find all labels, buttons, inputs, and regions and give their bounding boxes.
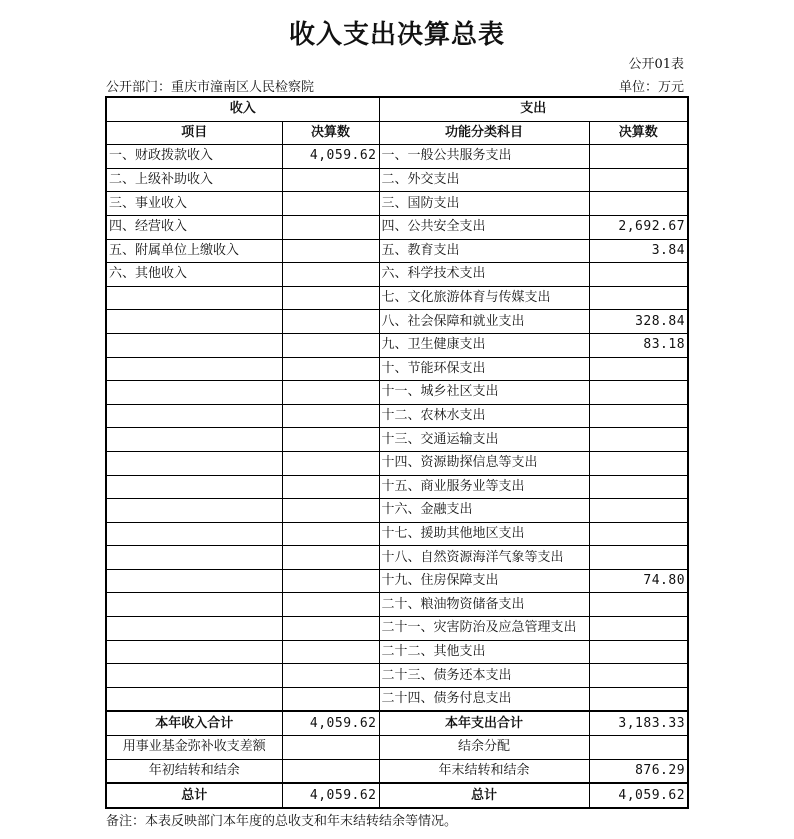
income-value-cell xyxy=(282,215,379,239)
expense-item-cell: 十六、金融支出 xyxy=(379,499,589,523)
table-row xyxy=(106,168,688,192)
table-row xyxy=(106,286,688,310)
income-value-cell xyxy=(282,428,379,452)
summary-income-label: 年初结转和结余 xyxy=(106,759,282,783)
table-row xyxy=(106,546,688,570)
income-value-cell xyxy=(282,569,379,593)
unit-label: 单位：万元 xyxy=(618,80,684,95)
income-item-cell xyxy=(106,593,282,617)
expense-item-cell: 二十四、债务付息支出 xyxy=(379,687,589,711)
expense-value-cell xyxy=(589,404,688,428)
expense-item-cell: 四、公共安全支出 xyxy=(379,215,589,239)
income-item-cell xyxy=(106,687,282,711)
expense-item-cell: 二十、粮油物资储备支出 xyxy=(379,593,589,617)
income-value-cell xyxy=(282,617,379,641)
col-header-expense-item: 功能分类科目 xyxy=(379,121,589,145)
income-item-cell xyxy=(106,522,282,546)
expense-item-cell: 十五、商业服务业等支出 xyxy=(379,475,589,499)
page-title: 收入支出决算总表 xyxy=(288,20,505,50)
expense-value-cell: 74.80 xyxy=(589,569,688,593)
table-row xyxy=(106,145,688,169)
income-value-cell xyxy=(282,192,379,216)
table-row xyxy=(106,428,688,452)
summary-row xyxy=(106,711,688,735)
expense-value-cell: 328.84 xyxy=(589,310,688,334)
table-row xyxy=(106,475,688,499)
summary-income-value: 4,059.62 xyxy=(282,711,379,735)
table-row xyxy=(106,310,688,334)
income-item-cell xyxy=(106,569,282,593)
income-value-cell: 4,059.62 xyxy=(282,145,379,169)
table-row xyxy=(106,593,688,617)
expense-item-cell: 八、社会保障和就业支出 xyxy=(379,310,589,334)
expense-item-cell: 三、国防支出 xyxy=(379,192,589,216)
income-item-cell: 四、经营收入 xyxy=(106,215,282,239)
table-row xyxy=(106,333,688,357)
summary-income-value xyxy=(282,736,379,760)
expense-item-cell: 九、卫生健康支出 xyxy=(379,333,589,357)
expense-value-cell xyxy=(589,499,688,523)
summary-expense-label: 结余分配 xyxy=(379,736,589,760)
income-value-cell xyxy=(282,286,379,310)
expense-value-cell xyxy=(589,192,688,216)
form-number: 公开01表 xyxy=(628,57,684,72)
department-label: 公开部门：重庆市潼南区人民检察院 xyxy=(106,80,315,95)
table-row xyxy=(106,499,688,523)
table-row xyxy=(106,522,688,546)
expense-section-header: 支出 xyxy=(379,97,688,121)
summary-income-label: 总计 xyxy=(106,783,282,808)
income-item-cell: 六、其他收入 xyxy=(106,263,282,287)
expense-item-cell: 一、一般公共服务支出 xyxy=(379,145,589,169)
income-value-cell xyxy=(282,310,379,334)
income-item-cell: 一、财政拨款收入 xyxy=(106,145,282,169)
summary-income-label: 本年收入合计 xyxy=(106,711,282,735)
expense-value-cell xyxy=(589,522,688,546)
expense-value-cell: 83.18 xyxy=(589,333,688,357)
income-item-cell xyxy=(106,546,282,570)
table-row xyxy=(106,357,688,381)
income-item-cell xyxy=(106,310,282,334)
expense-value-cell xyxy=(589,451,688,475)
income-value-cell xyxy=(282,381,379,405)
expense-value-cell: 2,692.67 xyxy=(589,215,688,239)
expense-item-cell: 十一、城乡社区支出 xyxy=(379,381,589,405)
income-value-cell xyxy=(282,499,379,523)
expense-item-cell: 十、节能环保支出 xyxy=(379,357,589,381)
income-item-cell xyxy=(106,381,282,405)
income-value-cell xyxy=(282,404,379,428)
summary-expense-label: 年末结转和结余 xyxy=(379,759,589,783)
expense-item-cell: 二十一、灾害防治及应急管理支出 xyxy=(379,617,589,641)
income-item-cell xyxy=(106,333,282,357)
table-row xyxy=(106,381,688,405)
summary-income-label: 用事业基金弥补收支差额 xyxy=(106,736,282,760)
expense-item-cell: 十三、交通运输支出 xyxy=(379,428,589,452)
table-row xyxy=(106,569,688,593)
income-value-cell xyxy=(282,640,379,664)
income-value-cell xyxy=(282,593,379,617)
income-section-header: 收入 xyxy=(106,97,379,121)
expense-item-cell: 五、教育支出 xyxy=(379,239,589,263)
expense-value-cell xyxy=(589,357,688,381)
expense-value-cell xyxy=(589,664,688,688)
income-item-cell: 二、上级补助收入 xyxy=(106,168,282,192)
expense-item-cell: 十七、援助其他地区支出 xyxy=(379,522,589,546)
income-value-cell xyxy=(282,546,379,570)
summary-expense-label: 总计 xyxy=(379,783,589,808)
income-value-cell xyxy=(282,522,379,546)
summary-income-value xyxy=(282,759,379,783)
table-row xyxy=(106,215,688,239)
expense-item-cell: 十四、资源勘探信息等支出 xyxy=(379,451,589,475)
income-item-cell xyxy=(106,664,282,688)
income-value-cell xyxy=(282,475,379,499)
income-value-cell xyxy=(282,687,379,711)
expense-value-cell xyxy=(589,475,688,499)
table-row xyxy=(106,263,688,287)
income-value-cell xyxy=(282,333,379,357)
income-item-cell: 三、事业收入 xyxy=(106,192,282,216)
income-value-cell xyxy=(282,357,379,381)
expense-value-cell xyxy=(589,640,688,664)
summary-expense-value: 876.29 xyxy=(589,759,688,783)
expense-item-cell: 十八、自然资源海洋气象等支出 xyxy=(379,546,589,570)
income-item-cell xyxy=(106,640,282,664)
column-header-row xyxy=(106,121,688,145)
expense-value-cell xyxy=(589,263,688,287)
table-row xyxy=(106,617,688,641)
expense-value-cell xyxy=(589,168,688,192)
expense-item-cell: 六、科学技术支出 xyxy=(379,263,589,287)
income-item-cell xyxy=(106,617,282,641)
income-value-cell xyxy=(282,263,379,287)
income-item-cell xyxy=(106,475,282,499)
income-item-cell xyxy=(106,428,282,452)
table-row xyxy=(106,687,688,711)
expense-item-cell: 二、外交支出 xyxy=(379,168,589,192)
income-item-cell xyxy=(106,451,282,475)
expense-value-cell xyxy=(589,617,688,641)
income-value-cell xyxy=(282,168,379,192)
income-item-cell xyxy=(106,357,282,381)
expense-item-cell: 二十二、其他支出 xyxy=(379,640,589,664)
expense-item-cell: 十二、农林水支出 xyxy=(379,404,589,428)
col-header-expense-value: 决算数 xyxy=(589,121,688,145)
table-row xyxy=(106,192,688,216)
col-header-income-value: 决算数 xyxy=(282,121,379,145)
section-header-row xyxy=(106,97,688,121)
income-value-cell xyxy=(282,239,379,263)
table-row xyxy=(106,404,688,428)
expense-value-cell: 3.84 xyxy=(589,239,688,263)
expense-value-cell xyxy=(589,687,688,711)
income-item-cell xyxy=(106,286,282,310)
income-value-cell xyxy=(282,451,379,475)
income-item-cell xyxy=(106,404,282,428)
table-row xyxy=(106,664,688,688)
expense-value-cell xyxy=(589,546,688,570)
summary-expense-value: 3,183.33 xyxy=(589,711,688,735)
summary-expense-label: 本年支出合计 xyxy=(379,711,589,735)
expense-item-cell: 十九、住房保障支出 xyxy=(379,569,589,593)
table-row xyxy=(106,640,688,664)
summary-row xyxy=(106,759,688,783)
income-item-cell xyxy=(106,499,282,523)
expense-item-cell: 二十三、债务还本支出 xyxy=(379,664,589,688)
expense-value-cell xyxy=(589,286,688,310)
summary-row xyxy=(106,783,688,808)
table-row xyxy=(106,239,688,263)
income-value-cell xyxy=(282,664,379,688)
expense-value-cell xyxy=(589,381,688,405)
summary-expense-value: 4,059.62 xyxy=(589,783,688,808)
footnote: 备注：本表反映部门本年度的总收支和年末结转结余等情况。 xyxy=(106,814,458,829)
expense-value-cell xyxy=(589,428,688,452)
col-header-income-item: 项目 xyxy=(106,121,282,145)
expense-value-cell xyxy=(589,145,688,169)
table-row xyxy=(106,451,688,475)
expense-item-cell: 七、文化旅游体育与传媒支出 xyxy=(379,286,589,310)
income-item-cell: 五、附属单位上缴收入 xyxy=(106,239,282,263)
summary-income-value: 4,059.62 xyxy=(282,783,379,808)
expense-value-cell xyxy=(589,593,688,617)
budget-table xyxy=(105,96,689,809)
summary-expense-value xyxy=(589,736,688,760)
summary-row xyxy=(106,736,688,760)
